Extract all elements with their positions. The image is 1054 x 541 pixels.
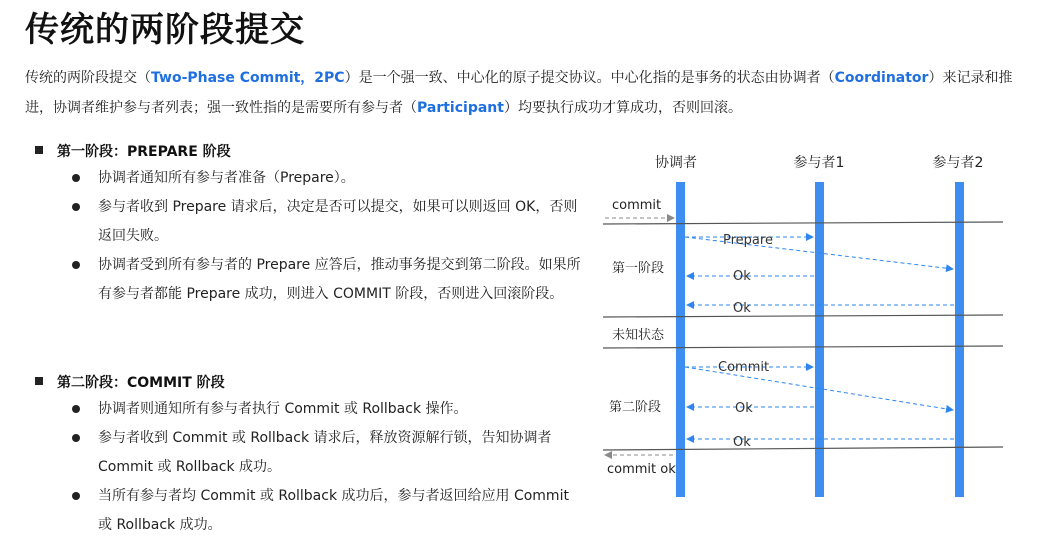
bullet-dot-icon [72, 261, 80, 269]
page-title: 传统的两阶段提交 [25, 10, 305, 50]
divider-line [603, 315, 1003, 317]
phase1-heading [35, 141, 231, 161]
ok-label: Ok [733, 301, 751, 316]
phase2-label: 第二阶段 [609, 400, 662, 415]
list-item-text: 参与者收到 Commit 或 Rollback 请求后，释放资源解行锁，告知协调者 Commit 或 Rollback 成功。 [98, 430, 552, 475]
commit-message-label: Commit [718, 360, 770, 375]
phase1-heading-text: 第一阶段：PREPARE 阶段 [57, 144, 231, 160]
intro-highlight-participant: Participant [417, 100, 504, 116]
intro-text-1: 传统的两阶段提交（ [25, 70, 151, 86]
bullet-dot-icon [72, 434, 80, 442]
phase1-list [70, 164, 585, 309]
list-item-text: 参与者收到 Prepare 请求后，决定是否可以提交，如果可以则返回 OK，否则返回失败。 [98, 199, 578, 244]
participant1-lifeline [815, 182, 824, 497]
actor-participant1-label: 参与者1 [793, 155, 845, 171]
bullet-dot-icon [72, 492, 80, 500]
phase2-heading-text: 第二阶段：COMMIT 阶段 [57, 375, 225, 391]
intro-highlight-2pc: Two-Phase Commit，2PC [151, 70, 345, 86]
square-bullet-icon [35, 377, 43, 385]
phase2-heading [35, 372, 225, 392]
ok-label: Ok [733, 269, 751, 284]
square-bullet-icon [35, 146, 43, 154]
list-item-text: 协调者通知所有参与者准备（Prepare）。 [98, 170, 355, 186]
list-item [70, 193, 585, 251]
list-item [70, 164, 585, 193]
list-item [70, 424, 585, 482]
phase1-label: 第一阶段 [612, 261, 665, 276]
ok-label: Ok [733, 435, 751, 450]
list-item-text: 协调者则通知所有参与者执行 Commit 或 Rollback 操作。 [98, 401, 468, 417]
ok-label: Ok [735, 401, 753, 416]
divider-line [603, 346, 1003, 348]
phase2-list [70, 395, 585, 540]
divider-line [603, 222, 1003, 224]
divider-line [603, 447, 1003, 450]
intro-text-3: ）来记录和推进，协调者维护参与者列表；强一致性指的是需要所有参与者（ [25, 70, 1013, 116]
intro-text-4: ）均要执行成功才算成功，否则回滚。 [503, 100, 742, 116]
prepare-label: Prepare [723, 233, 773, 248]
list-item-text: 协调者受到所有参与者的 Prepare 应答后，推动事务提交到第二阶段。如果所有参与者都能 Prepare 成功，则进入 COMMIT 阶段，否则进入回滚阶段。 [98, 257, 581, 302]
intro-text-2: ）是一个强一致、中心化的原子提交协议。中心化指的是事务的状态由协调者（ [344, 70, 835, 86]
participant2-lifeline [955, 182, 964, 497]
list-item [70, 395, 585, 424]
bullet-dot-icon [72, 203, 80, 211]
intro-paragraph [25, 63, 1035, 123]
actor-coordinator-label: 协调者 [655, 155, 697, 171]
intro-highlight-coordinator: Coordinator [834, 70, 929, 86]
commit-ok-label: commit ok [607, 462, 676, 477]
bullet-dot-icon [72, 405, 80, 413]
list-item [70, 482, 585, 540]
list-item [70, 251, 585, 309]
bullet-dot-icon [72, 174, 80, 182]
unknown-state-label: 未知状态 [612, 328, 665, 343]
list-item-text: 当所有参与者均 Commit 或 Rollback 成功后，参与者返回给应用 Commit 或 Rollback 成功。 [98, 488, 569, 533]
actor-participant2-label: 参与者2 [932, 155, 984, 171]
commit-label: commit [612, 198, 662, 213]
sequence-diagram [595, 140, 1040, 505]
